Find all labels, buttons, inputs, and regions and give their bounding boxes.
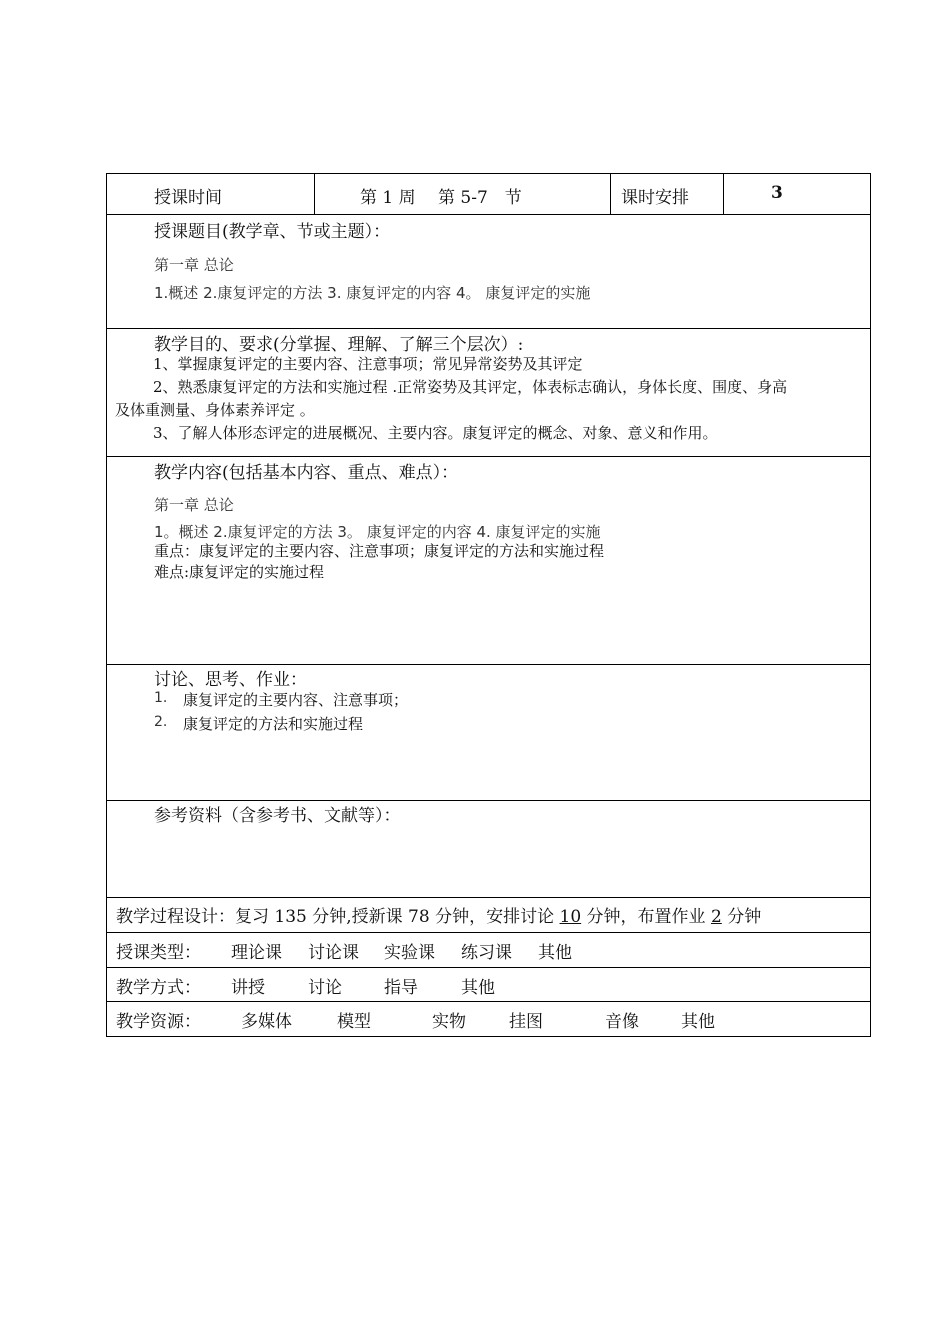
resources-option: 挂图 — [509, 1012, 543, 1032]
header-row — [107, 174, 870, 215]
hours-label-cell — [610, 174, 723, 214]
process-middle: 分钟，布置作业 — [581, 907, 711, 927]
discussion-item-number: 2. — [154, 714, 168, 730]
hours-value: 3 — [771, 183, 783, 203]
objective-line-2b: 及体重测量、身体素养评定 。 — [115, 401, 315, 419]
class-type-label: 授课类型： — [116, 943, 201, 963]
process-prefix: 教学过程设计：复习 135 分钟,授新课 78 分钟，安排讨论 — [116, 907, 560, 927]
class-type-option: 练习课 — [461, 943, 512, 963]
discussion-item-text: 康复评定的主要内容、注意事项； — [183, 691, 409, 709]
content-items: 1。概述 2.康复评定的方法 3。 康复评定的内容 4. 康复评定的实施 — [154, 523, 601, 541]
references-heading: 参考资料（含参考书、文献等）： — [154, 806, 401, 826]
hours-label: 课时安排 — [621, 188, 689, 208]
class-type-option: 讨论课 — [308, 943, 359, 963]
process-row — [107, 898, 870, 933]
resources-option: 音像 — [605, 1012, 639, 1032]
discussion-section — [107, 665, 870, 801]
content-difficulties: 难点:康复评定的实施过程 — [154, 563, 325, 581]
homework-minutes: 2 — [710, 907, 722, 927]
hours-value-cell — [723, 174, 870, 214]
class-type-option: 实验课 — [384, 943, 435, 963]
method-option: 讲授 — [231, 978, 265, 998]
topic-heading: 授课题目(教学章、节或主题）： — [154, 222, 391, 242]
topic-section — [107, 215, 870, 329]
week-text: 第 1 周 第 5-7 节 — [360, 188, 522, 208]
resources-option: 其他 — [681, 1012, 715, 1032]
content-key-points: 重点：康复评定的主要内容、注意事项；康复评定的方法和实施过程 — [154, 542, 605, 560]
objective-line-1: 1、掌握康复评定的主要内容、注意事项；常见异常姿势及其评定 — [153, 355, 583, 373]
resources-option: 实物 — [432, 1012, 466, 1032]
objectives-text — [115, 353, 866, 445]
content-section — [107, 457, 870, 665]
topic-items: 1.概述 2.康复评定的方法 3. 康复评定的内容 4。 康复评定的实施 — [154, 284, 591, 302]
process-text — [116, 902, 761, 927]
discuss-minutes: 10 — [559, 907, 582, 927]
class-type-row — [107, 933, 870, 968]
references-section — [107, 801, 870, 898]
resources-row — [107, 1002, 870, 1036]
process-suffix: 分钟 — [721, 907, 762, 927]
topic-chapter: 第一章 总论 — [154, 256, 234, 274]
lesson-plan-table — [106, 173, 871, 1037]
objectives-heading: 教学目的、要求(分掌握、理解、了解三个层次）: — [154, 335, 524, 355]
objective-line-2a: 2、熟悉康复评定的方法和实施过程 .正常姿势及其评定，体表标志确认，身体长度、围度、身高 — [153, 378, 788, 396]
content-chapter: 第一章 总论 — [154, 496, 234, 514]
time-label-cell — [107, 174, 314, 214]
discussion-heading: 讨论、思考、作业： — [154, 670, 307, 690]
discussion-item-text: 康复评定的方法和实施过程 — [183, 715, 364, 733]
class-type-option: 理论课 — [231, 943, 282, 963]
method-option: 其他 — [461, 978, 495, 998]
objective-line-3: 3、了解人体形态评定的进展概况、主要内容。康复评定的概念、对象、意义和作用。 — [153, 424, 718, 442]
resources-option: 模型 — [337, 1012, 371, 1032]
week-cell — [314, 174, 610, 214]
discussion-item-number: 1. — [154, 690, 168, 706]
objectives-section — [107, 329, 870, 457]
class-type-option: 其他 — [538, 943, 572, 963]
method-row — [107, 968, 870, 1002]
method-option: 讨论 — [308, 978, 342, 998]
method-label: 教学方式： — [116, 978, 201, 998]
resources-label: 教学资源： — [116, 1012, 201, 1032]
method-option: 指导 — [384, 978, 418, 998]
content-heading: 教学内容(包括基本内容、重点、难点）： — [154, 463, 459, 483]
time-label: 授课时间 — [154, 188, 222, 208]
resources-option: 多媒体 — [241, 1012, 292, 1032]
